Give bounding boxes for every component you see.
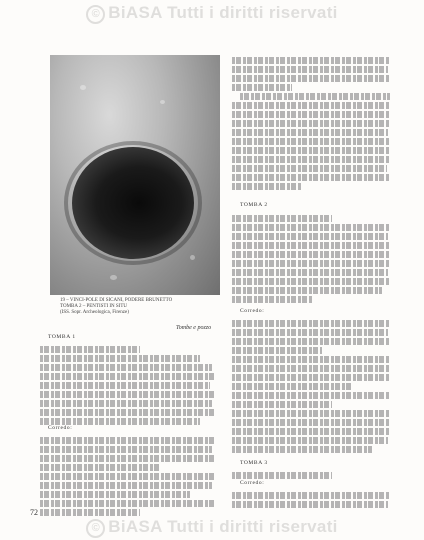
tomba-3-heading xyxy=(240,460,268,466)
watermark-text: BiASA Tutti i diritti riservati xyxy=(108,3,338,22)
tomba-2-text xyxy=(232,213,392,305)
caption-line: TOMBA 2 – PENTISTI IN SITU xyxy=(60,304,127,309)
figure-sigla: Tombe e pozzo xyxy=(176,325,212,331)
tomba-3-corredo-text xyxy=(232,490,392,510)
watermark-bottom xyxy=(0,517,424,538)
tomba-1-corredo-text xyxy=(40,435,218,518)
section-heading: TOMBA 2 xyxy=(240,202,268,208)
section-heading: TOMBA 1 xyxy=(48,334,76,340)
tomba-2-corredo-text xyxy=(232,318,392,455)
tomba-1-text xyxy=(40,344,218,427)
caption-line: 19 – VINCI-POLE DI SICANI, PODERE BRUNETTO xyxy=(60,298,173,303)
tomba-2-heading xyxy=(240,202,268,208)
corredo-heading: Corredo: xyxy=(240,480,265,486)
corredo-heading: Corredo: xyxy=(48,425,73,431)
corredo-heading: Corredo: xyxy=(240,308,265,314)
tomba-3-corredo xyxy=(240,480,264,486)
tomba-2-corredo xyxy=(240,308,264,314)
section-heading: TOMBA 3 xyxy=(240,460,268,466)
page-number: 72 xyxy=(30,508,38,517)
copyright-icon: © xyxy=(86,519,105,538)
figure-caption xyxy=(60,298,220,316)
watermark-top xyxy=(0,3,424,24)
pit-hole xyxy=(72,147,194,259)
tomba-1-heading xyxy=(48,334,76,340)
right-column-intro xyxy=(232,55,392,192)
excavation-photo xyxy=(50,55,220,295)
caption-line: (ISS. Sopr. Archeologica, Firenze) xyxy=(60,310,129,315)
tomba-1-corredo xyxy=(48,425,72,431)
copyright-icon: © xyxy=(86,5,105,24)
watermark-text: BiASA Tutti i diritti riservati xyxy=(108,517,338,536)
